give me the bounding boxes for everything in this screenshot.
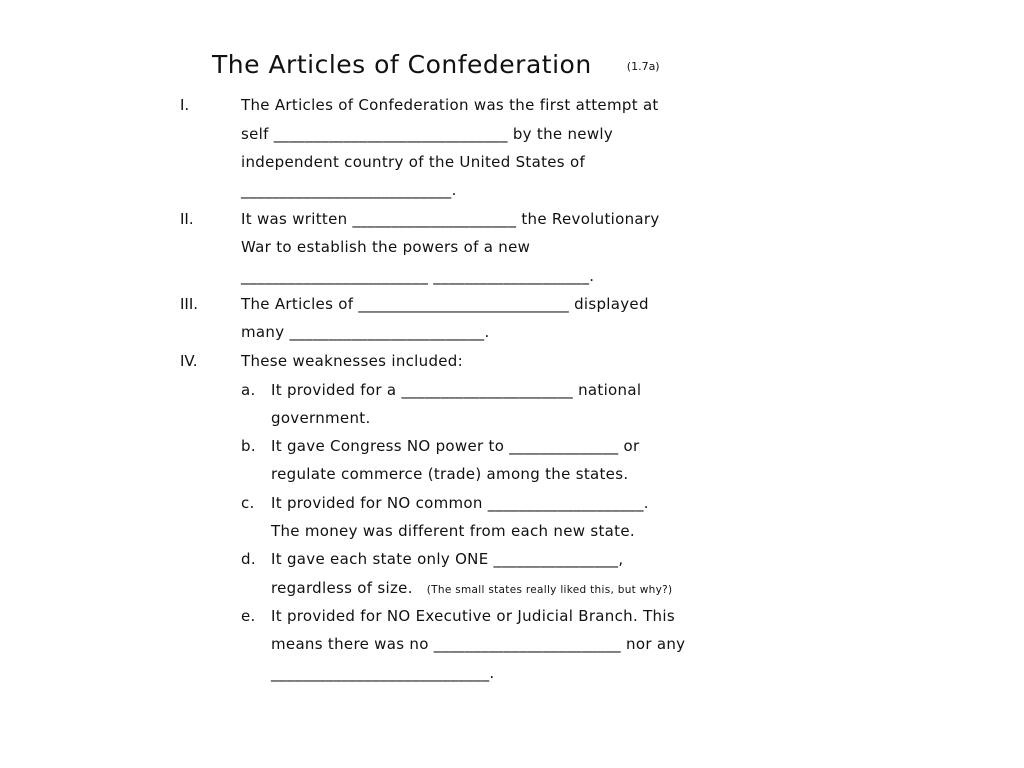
subitem-d-line-2: regardless of size. [271, 579, 413, 597]
subitem-letter-c: c. [241, 494, 255, 512]
item-number-1: I. [180, 96, 190, 114]
item-3-line-2: many _________________________. [241, 323, 490, 341]
subitem-a-line-2: government. [271, 409, 371, 427]
subitem-letter-e: e. [241, 607, 256, 625]
subitem-b-line-1: It gave Congress NO power to ______________ or [271, 437, 640, 455]
subitem-a-line-1: It provided for a ______________________ national [271, 381, 642, 399]
item-number-4: IV. [180, 352, 198, 370]
title-row [212, 50, 660, 79]
item-2-line-2: War to establish the powers of a new [241, 238, 531, 256]
subitem-d-note: (The small states really liked this, but why?) [426, 584, 673, 596]
subitem-d-line-2-row [271, 579, 672, 597]
item-3-line-1: The Articles of ___________________________ displayed [241, 295, 649, 313]
item-4-line-1: These weaknesses included: [241, 352, 463, 370]
lesson-code: (1.7a) [626, 60, 660, 73]
subitem-b-line-2: regulate commerce (trade) among the states. [271, 465, 629, 483]
item-number-2: II. [180, 210, 194, 228]
item-2-line-1: It was written _____________________ the Revolutionary [241, 210, 660, 228]
subitem-d-line-1: It gave each state only ONE ________________, [271, 550, 624, 568]
subitem-c-line-1: It provided for NO common ____________________. [271, 494, 649, 512]
item-2-line-3: ________________________ ____________________. [241, 267, 595, 285]
page-title: The Articles of Confederation [212, 50, 592, 79]
subitem-e-line-3: ____________________________. [271, 664, 495, 682]
subitem-letter-d: d. [241, 550, 256, 568]
item-1-line-2: self ______________________________ by the newly [241, 125, 614, 143]
item-number-3: III. [180, 295, 199, 313]
subitem-e-line-2: means there was no ________________________ nor any [271, 635, 686, 653]
item-1-line-1: The Articles of Confederation was the first attempt at [241, 96, 659, 114]
item-1-line-4: ___________________________. [241, 181, 457, 199]
subitem-letter-b: b. [241, 437, 256, 455]
item-1-line-3: independent country of the United States of [241, 153, 586, 171]
subitem-c-line-2: The money was different from each new state. [271, 522, 635, 540]
subitem-e-line-1: It provided for NO Executive or Judicial Branch. This [271, 607, 675, 625]
subitem-letter-a: a. [241, 381, 256, 399]
